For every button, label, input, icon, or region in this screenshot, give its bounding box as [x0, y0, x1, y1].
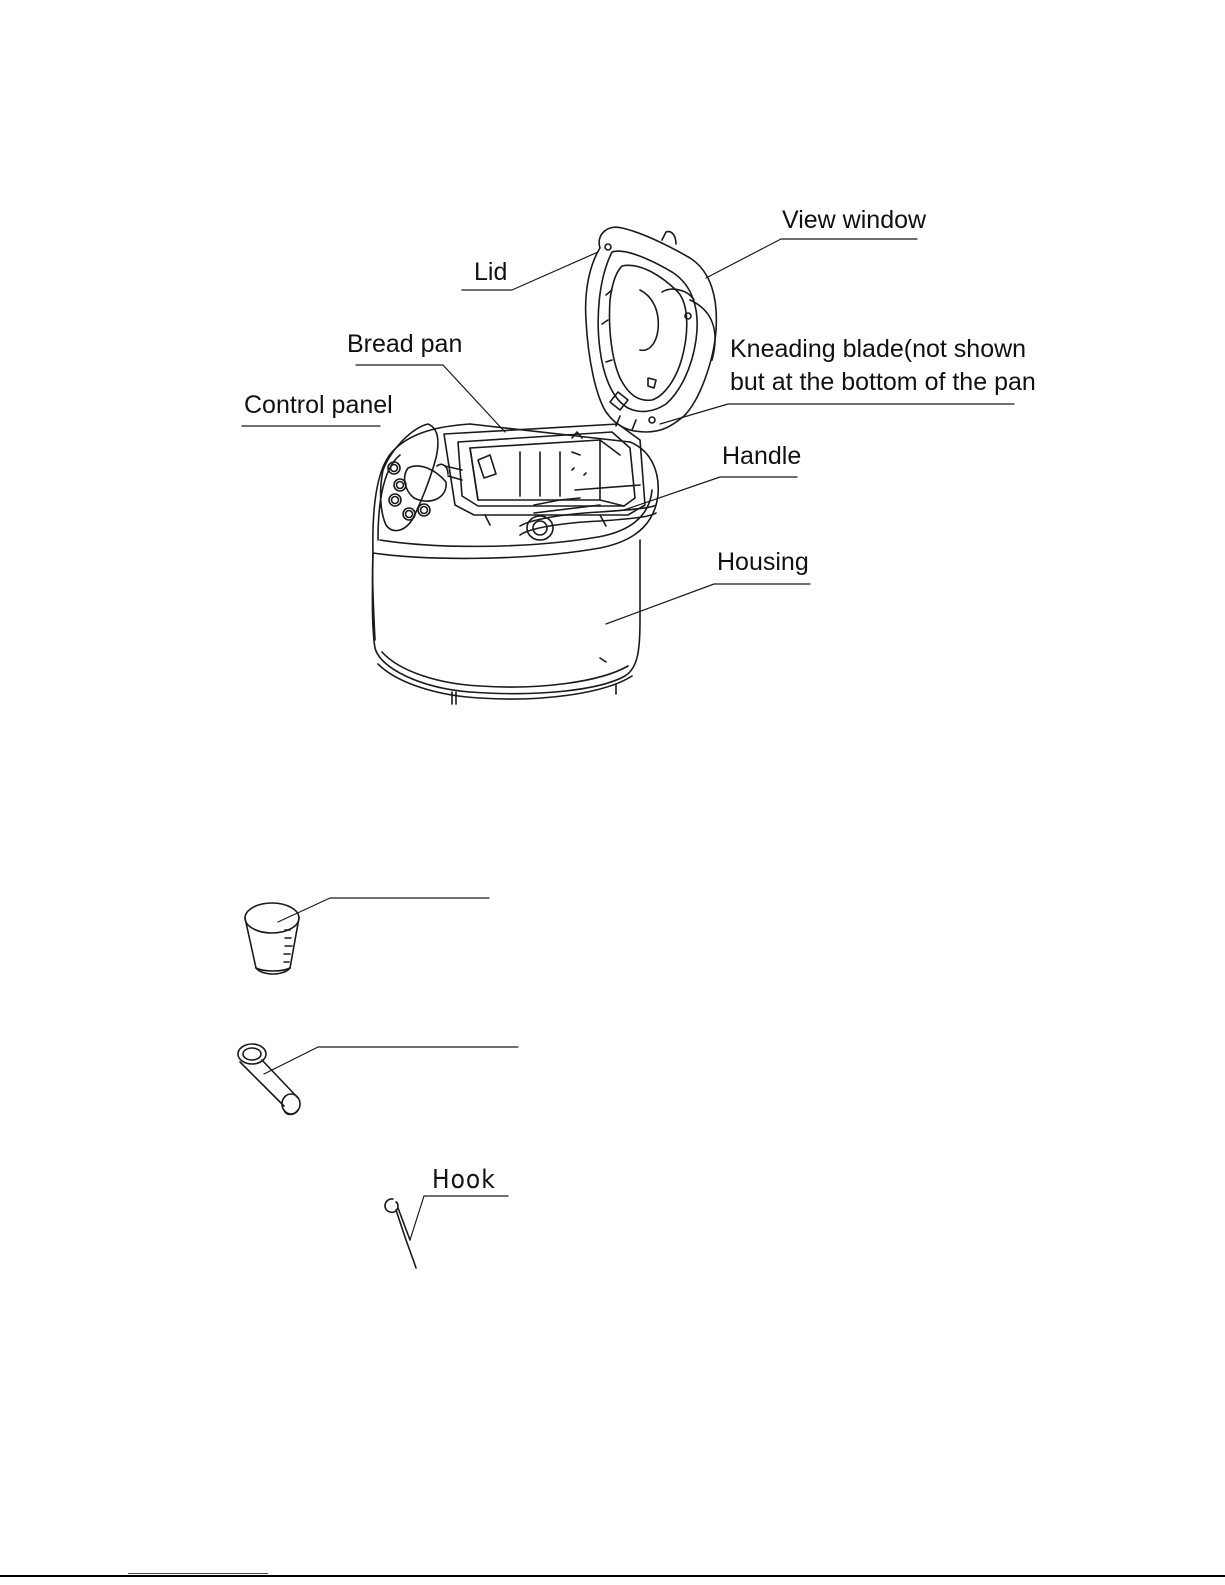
measuring-cup-leader	[278, 898, 489, 922]
measuring-spoon-leader	[264, 1047, 518, 1074]
hook-illustration	[385, 1196, 508, 1268]
hook-label: Hook	[432, 1165, 496, 1195]
footer-rule	[0, 1575, 1225, 1577]
handle-leader	[624, 477, 797, 510]
control-panel-label: Control panel	[244, 391, 393, 419]
housing-label: Housing	[717, 548, 809, 576]
lid-shape	[586, 227, 717, 432]
hook-leader	[410, 1196, 508, 1240]
kneading-blade-label-line1: Kneading blade(not shown	[730, 335, 1027, 363]
kneading-blade-leader	[660, 404, 1014, 424]
bread-pan-label: Bread pan	[347, 330, 463, 358]
housing-leader	[606, 584, 810, 624]
handle-label: Handle	[722, 442, 802, 470]
measuring-spoon-illustration	[238, 1044, 518, 1115]
measuring-cup-illustration	[245, 898, 489, 974]
view-window-leader	[706, 239, 917, 278]
bread-maker-illustration	[372, 227, 716, 704]
lid-label: Lid	[474, 258, 508, 286]
kneading-blade-label-line2: but at the bottom of the pan	[730, 368, 1036, 396]
footer-link-underline[interactable]	[128, 1573, 268, 1574]
view-window-label: View window	[782, 206, 927, 234]
control-panel-shape	[381, 424, 448, 531]
